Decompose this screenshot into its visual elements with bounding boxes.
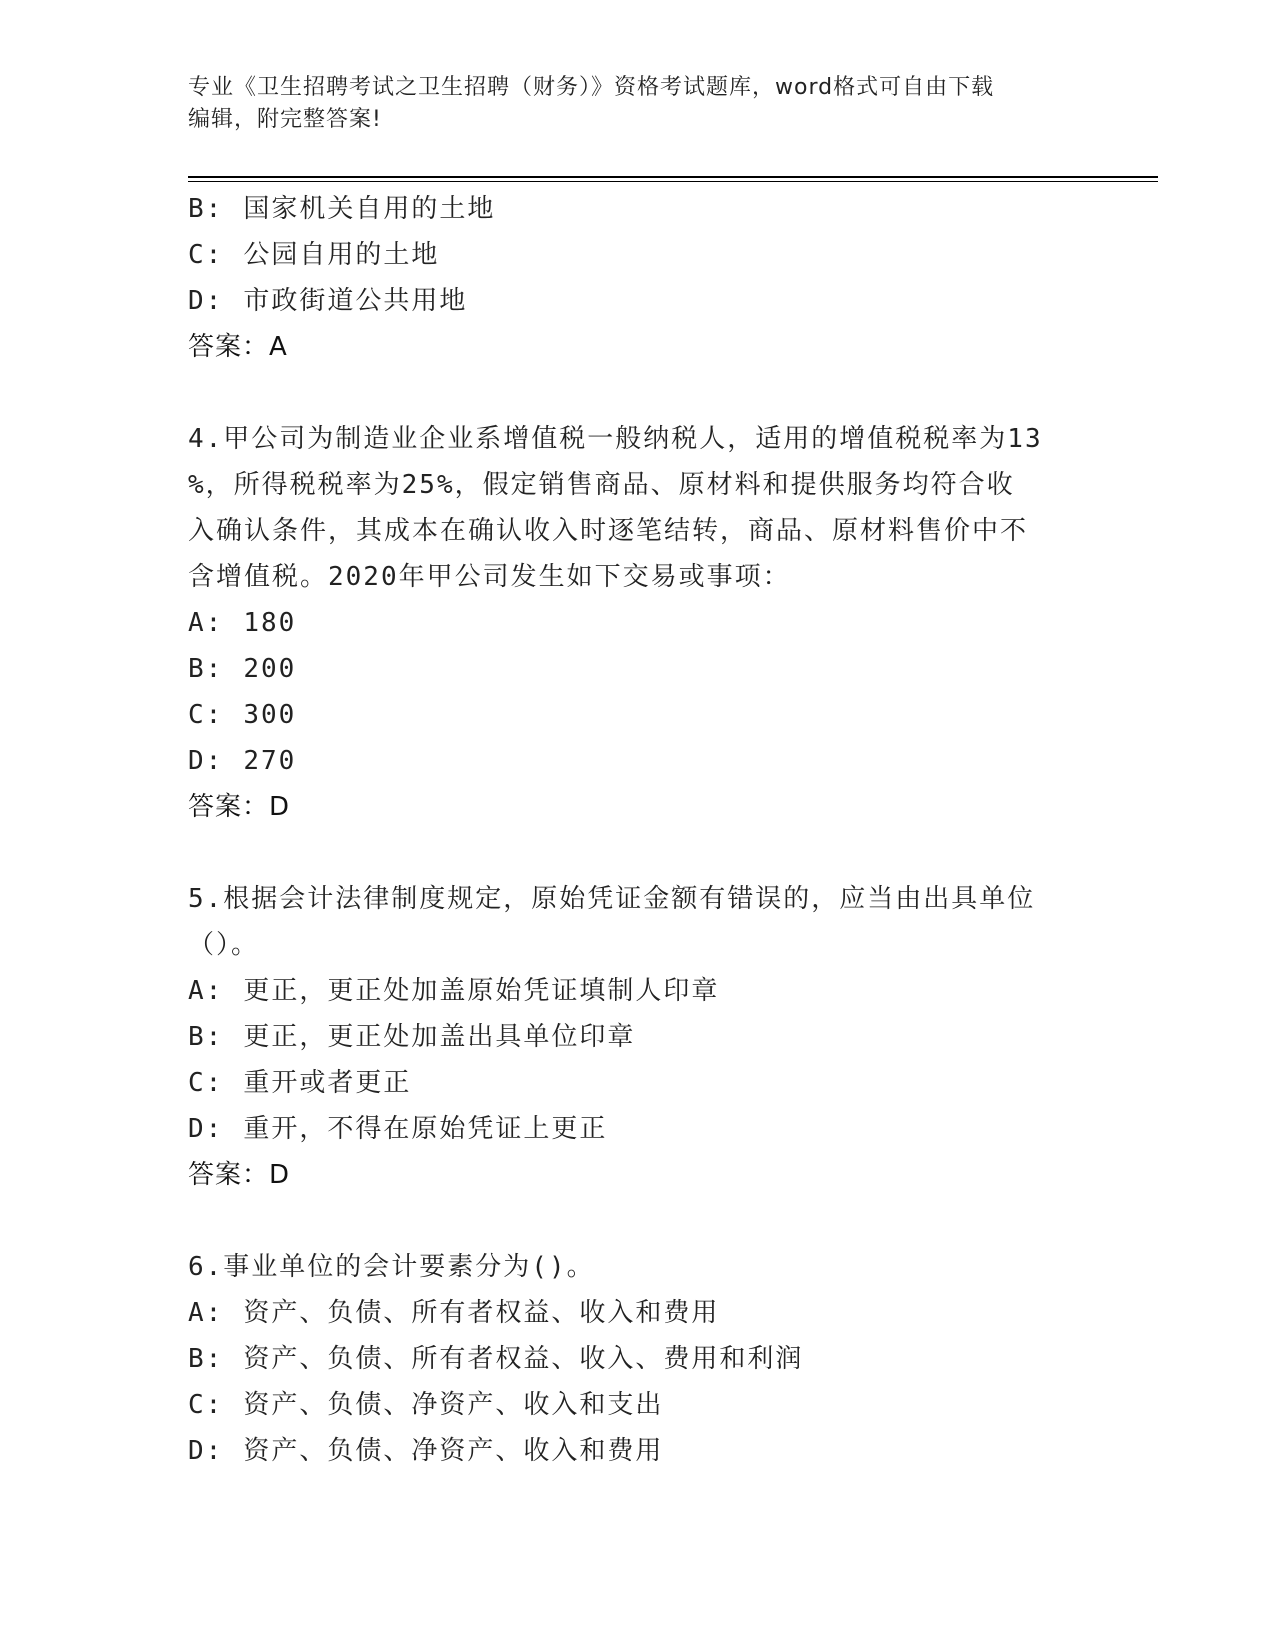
question-text-line: 6.事业单位的会计要素分为()。 bbox=[188, 1252, 595, 1282]
header-line-1: 专业《卫生招聘考试之卫生招聘（财务）》资格考试题库，word格式可自由下载 bbox=[188, 75, 995, 100]
option-b bbox=[188, 186, 1088, 232]
option-key: B: bbox=[188, 1344, 224, 1374]
option-text: 资产、负债、净资产、收入和支出 bbox=[243, 1390, 664, 1420]
option-key: B: bbox=[188, 654, 224, 684]
option-text: 300 bbox=[243, 700, 297, 730]
option-b bbox=[188, 646, 1088, 692]
option-b bbox=[188, 1336, 1088, 1382]
document-header bbox=[188, 72, 1088, 136]
document-body bbox=[188, 186, 1088, 1474]
option-a bbox=[188, 968, 1088, 1014]
question-5 bbox=[188, 876, 1088, 1198]
option-key: A: bbox=[188, 1298, 224, 1328]
option-c bbox=[188, 1382, 1088, 1428]
header-divider-thin bbox=[188, 181, 1158, 182]
option-key: D: bbox=[188, 746, 224, 776]
option-text: 200 bbox=[243, 654, 297, 684]
question-text-line: （）。 bbox=[188, 930, 260, 960]
option-text: 重开，不得在原始凭证上更正 bbox=[243, 1114, 608, 1144]
header-line-2: 编辑，附完整答案! bbox=[188, 107, 382, 132]
option-c bbox=[188, 232, 1088, 278]
option-key: D: bbox=[188, 1114, 224, 1144]
option-key: C: bbox=[188, 240, 224, 270]
option-d bbox=[188, 1106, 1088, 1152]
option-text: 更正，更正处加盖出具单位印章 bbox=[243, 1022, 636, 1052]
option-key: B: bbox=[188, 194, 224, 224]
option-d bbox=[188, 278, 1088, 324]
option-text: 更正，更正处加盖原始凭证填制人印章 bbox=[243, 976, 720, 1006]
option-key: C: bbox=[188, 1068, 224, 1098]
option-text: 资产、负债、净资产、收入和费用 bbox=[243, 1436, 664, 1466]
answer-line: 答案：D bbox=[188, 1160, 291, 1190]
question-text-line: 4.甲公司为制造业企业系增值税一般纳税人，适用的增值税税率为13 bbox=[188, 424, 1043, 454]
option-key: B: bbox=[188, 1022, 224, 1052]
question-6 bbox=[188, 1244, 1088, 1474]
option-text: 公园自用的土地 bbox=[243, 240, 440, 270]
question-text-line: %，所得税税率为25%，假定销售商品、原材料和提供服务均符合收 bbox=[188, 470, 1015, 500]
option-text: 270 bbox=[243, 746, 297, 776]
option-text: 180 bbox=[243, 608, 297, 638]
question-text-line: 5.根据会计法律制度规定，原始凭证金额有错误的，应当由出具单位 bbox=[188, 884, 1036, 914]
answer-line: 答案：A bbox=[188, 332, 288, 362]
option-text: 市政街道公共用地 bbox=[243, 286, 468, 316]
option-key: C: bbox=[188, 1390, 224, 1420]
option-c bbox=[188, 1060, 1088, 1106]
option-key: C: bbox=[188, 700, 224, 730]
header-divider-thick bbox=[188, 176, 1158, 178]
question-3-continued bbox=[188, 186, 1088, 370]
option-d bbox=[188, 1428, 1088, 1474]
option-text: 国家机关自用的土地 bbox=[243, 194, 496, 224]
option-key: D: bbox=[188, 286, 224, 316]
option-text: 重开或者更正 bbox=[243, 1068, 412, 1098]
question-4 bbox=[188, 416, 1088, 830]
answer-line: 答案：D bbox=[188, 792, 291, 822]
option-a bbox=[188, 600, 1088, 646]
option-d bbox=[188, 738, 1088, 784]
option-key: A: bbox=[188, 976, 224, 1006]
option-text: 资产、负债、所有者权益、收入和费用 bbox=[243, 1298, 720, 1328]
option-key: A: bbox=[188, 608, 224, 638]
option-b bbox=[188, 1014, 1088, 1060]
question-text-line: 含增值税。2020年甲公司发生如下交易或事项： bbox=[188, 562, 791, 592]
option-text: 资产、负债、所有者权益、收入、费用和利润 bbox=[243, 1344, 804, 1374]
option-a bbox=[188, 1290, 1088, 1336]
option-c bbox=[188, 692, 1088, 738]
option-key: D: bbox=[188, 1436, 224, 1466]
question-text-line: 入确认条件，其成本在确认收入时逐笔结转，商品、原材料售价中不 bbox=[188, 516, 1029, 546]
